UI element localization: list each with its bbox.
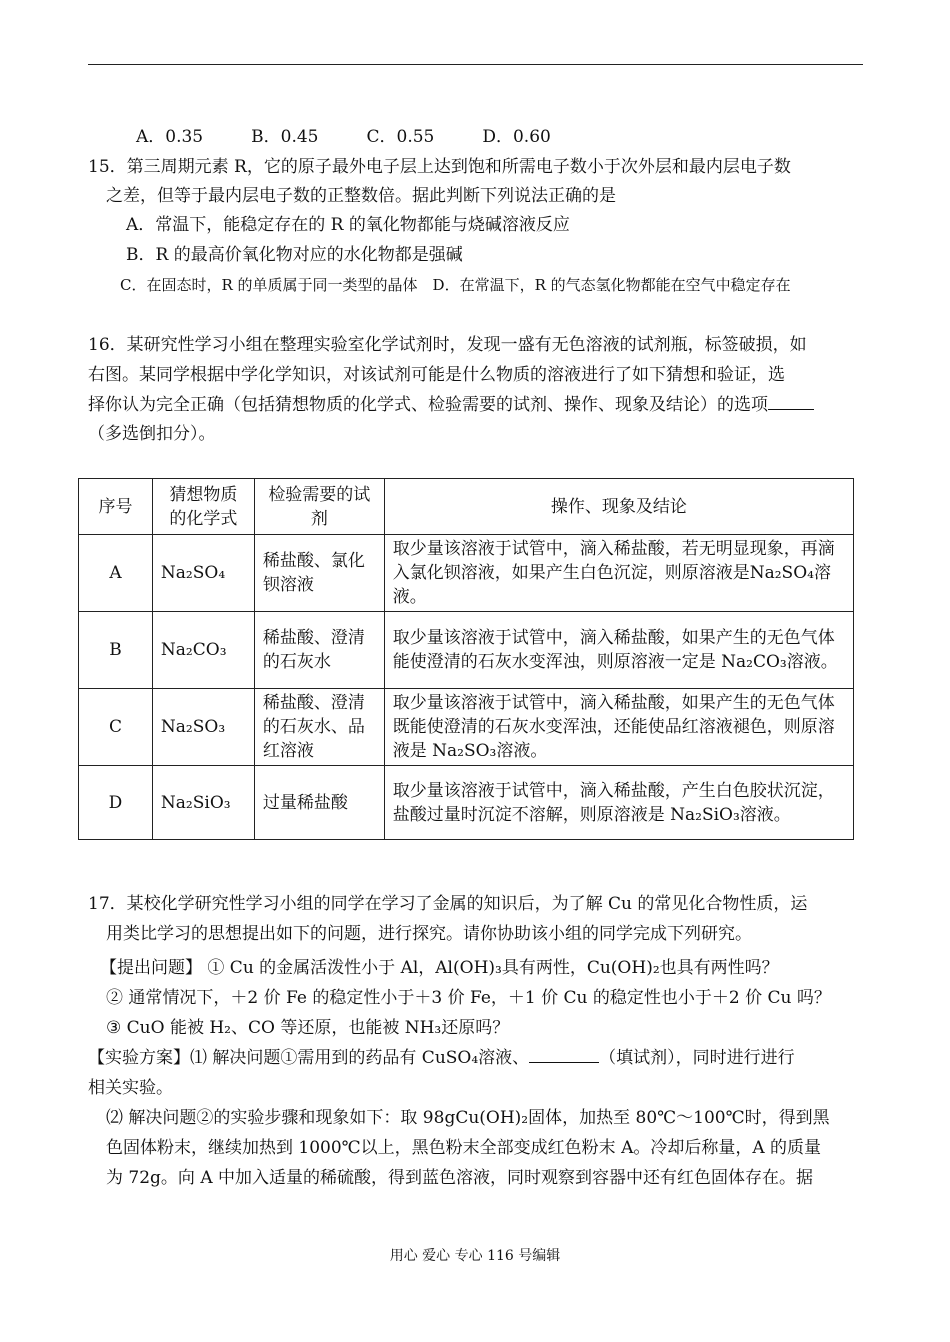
row-reagent: 稀盐酸、氯化钡溶液 (254, 535, 384, 612)
header-id: 序号 (79, 479, 153, 535)
q14-option-a: A．0.35 (136, 127, 204, 147)
row-id: C (79, 689, 153, 766)
q17-line8: ⑵ 解决问题②的实验步骤和现象如下：取 98gCu(OH)₂固体，加热至 80℃～100℃时，得到黑 (106, 1108, 830, 1128)
row-formula: Na₂CO₃ (152, 612, 254, 689)
q16-line1: 16．某研究性学习小组在整理实验室化学试剂时，发现一盛有无色溶液的试剂瓶，标签破损，如 (88, 335, 807, 355)
header-rule (88, 64, 863, 65)
table-row (79, 689, 854, 766)
row-formula: Na₂SO₄ (152, 535, 254, 612)
q14-options (136, 125, 599, 149)
q17-line3: 【提出问题】 ① Cu 的金属活泼性小于 Al，Al(OH)₃具有两性，Cu(OH)₂也具有两性吗？ (100, 958, 779, 978)
q14-option-b: B．0.45 (251, 127, 319, 147)
q16-line3-text: 择你认为完全正确（包括猜想物质的化学式、检验需要的试剂、操作、现象及结论）的选项 (88, 395, 768, 415)
q15-option-b: B．R 的最高价氧化物对应的水化物都是强碱 (126, 245, 463, 265)
q16-line2: 右图。某同学根据中学化学知识，对该试剂可能是什么物质的溶液进行了如下猜想和验证，选 (88, 365, 785, 385)
table-row (79, 766, 854, 840)
q16-line3 (88, 393, 814, 417)
row-id: B (79, 612, 153, 689)
table-row (79, 535, 854, 612)
q17-line5: ③ CuO 能被 H₂、CO 等还原，也能被 NH₃还原吗？ (106, 1018, 510, 1038)
row-id: D (79, 766, 153, 840)
q15-line2: 之差，但等于最内层电子数的正整数倍。据此判断下列说法正确的是 (106, 186, 616, 206)
header-formula: 猜想物质的化学式 (152, 479, 254, 535)
row-formula: Na₂SO₃ (152, 689, 254, 766)
answer-blank[interactable] (529, 1046, 599, 1063)
header-desc: 操作、现象及结论 (384, 479, 853, 535)
q17-line10: 为 72g。向 A 中加入适量的稀硫酸，得到蓝色溶液，同时观察到容器中还有红色固体存在。据 (106, 1168, 814, 1188)
table-header-row (79, 479, 854, 535)
row-reagent: 过量稀盐酸 (254, 766, 384, 840)
answer-blank[interactable] (768, 393, 814, 410)
q17-line6-b: （填试剂），同时进行进行 (599, 1048, 795, 1068)
q17-line7: 相关实验。 (88, 1078, 173, 1098)
q17-line1: 17．某校化学研究性学习小组的同学在学习了金属的知识后，为了解 Cu 的常见化合物性质，运 (88, 894, 808, 914)
q15-line1: 15．第三周期元素 R，它的原子最外电子层上达到饱和所需电子数小于次外层和最内层电子数 (88, 157, 791, 177)
q15-option-a: A．常温下，能稳定存在的 R 的氧化物都能与烧碱溶液反应 (126, 215, 570, 235)
q17-line4: ② 通常情况下，＋2 价 Fe 的稳定性小于＋3 价 Fe，＋1 价 Cu 的稳定性也小于＋2 价 Cu 吗？ (106, 988, 831, 1008)
q15-option-cd: C．在固态时，R 的单质属于同一类型的晶体 D．在常温下，R 的气态氢化物都能在空气中稳定存在 (120, 276, 791, 294)
q14-option-c: C．0.55 (366, 127, 435, 147)
q17-line6 (88, 1046, 795, 1070)
row-desc: 取少量该溶液于试管中，滴入稀盐酸，如果产生的无色气体能使澄清的石灰水变浑浊，则原溶液一定是 Na₂CO₃溶液。 (384, 612, 853, 689)
reagent-table (78, 478, 854, 840)
row-reagent: 稀盐酸、澄清的石灰水 (254, 612, 384, 689)
header-reagent: 检验需要的试剂 (254, 479, 384, 535)
row-desc: 取少量该溶液于试管中，滴入稀盐酸，若无明显现象，再滴入氯化钡溶液，如果产生白色沉淀，则原溶液是Na₂SO₄溶液。 (384, 535, 853, 612)
row-reagent: 稀盐酸、澄清的石灰水、品红溶液 (254, 689, 384, 766)
q16-line4: （多选倒扣分）。 (88, 424, 216, 444)
table-row (79, 612, 854, 689)
q17-line6-a: 【实验方案】⑴ 解决问题①需用到的药品有 CuSO₄溶液、 (88, 1048, 530, 1068)
q14-option-d: D．0.60 (482, 127, 551, 147)
row-desc: 取少量该溶液于试管中，滴入稀盐酸，如果产生的无色气体既能使澄清的石灰水变浑浊，还能使品红溶液褪色，则原溶液是 Na₂SO₃溶液。 (384, 689, 853, 766)
page-footer: 用心 爱心 专心 116 号编辑 (389, 1248, 561, 1264)
q17-line9: 色固体粉末，继续加热到 1000℃以上，黑色粉末全部变成红色粉末 A。冷却后称量，A 的质量 (106, 1138, 822, 1158)
row-formula: Na₂SiO₃ (152, 766, 254, 840)
row-id: A (79, 535, 153, 612)
row-desc: 取少量该溶液于试管中，滴入稀盐酸，产生白色胶状沉淀，盐酸过量时沉淀不溶解，则原溶液是 Na₂SiO₃溶液。 (384, 766, 853, 840)
q17-line2: 用类比学习的思想提出如下的问题，进行探究。请你协助该小组的同学完成下列研究。 (106, 924, 752, 944)
